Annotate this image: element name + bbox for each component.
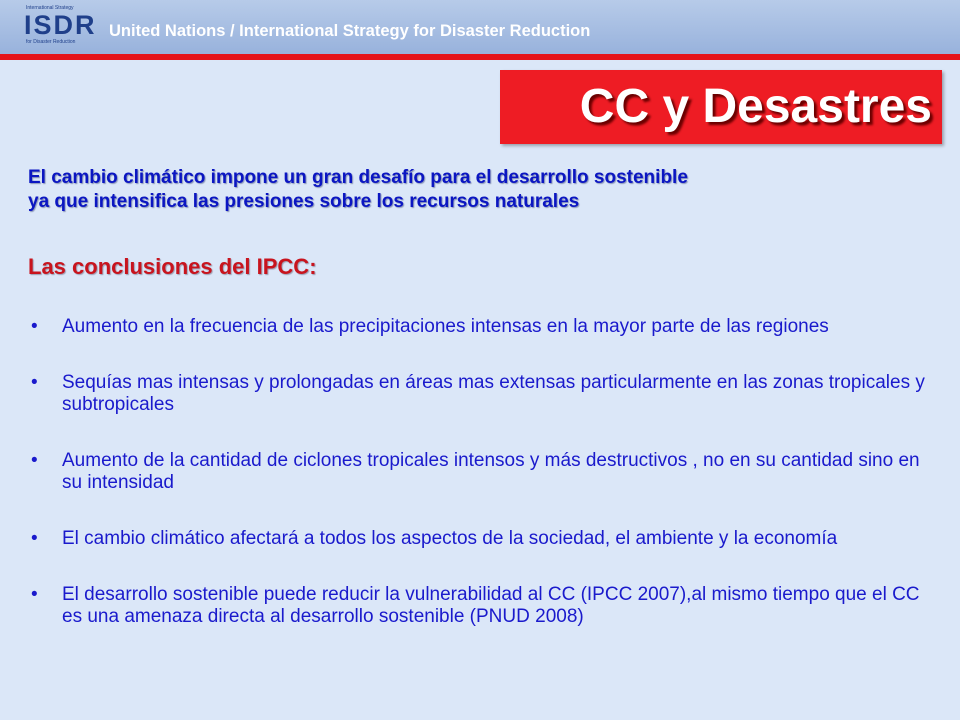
bullet-text: Aumento de la cantidad de ciclones tropicales intensos y más destructivos , no en su cantidad sino en su intensidad (62, 450, 920, 493)
logo-bottom-text: for Disaster Reduction (26, 39, 76, 45)
bullet-text: Aumento en la frecuencia de las precipitaciones intensas en la mayor parte de las regiones (62, 316, 829, 337)
bullet-text: Sequías mas intensas y prolongadas en áreas mas extensas particularmente en las zonas tropicales y subtropicales (62, 372, 925, 415)
bullet-item (28, 450, 928, 494)
bullet-marker: • (31, 372, 38, 393)
bullet-item (28, 316, 928, 338)
slide-title: CC y Desastres (579, 80, 932, 133)
header-accent-line (0, 54, 960, 60)
bullet-marker: • (31, 450, 38, 471)
slide-title-box (500, 70, 942, 144)
bullet-list (28, 316, 928, 662)
bullet-marker: • (31, 528, 38, 549)
logo-top-text: International Strategy (26, 5, 74, 11)
ipcc-subheading: Las conclusiones del IPCC: (28, 254, 317, 279)
intro-line: ya que intensifica las presiones sobre los recursos naturales (28, 191, 580, 212)
isdr-logo (16, 6, 96, 46)
bullet-item (28, 372, 928, 416)
intro-text (28, 166, 928, 214)
logo-letters: ISDR (24, 10, 97, 40)
bullet-marker: • (31, 584, 38, 605)
bullet-text: El cambio climático afectará a todos los aspectos de la sociedad, el ambiente y la economía (62, 528, 838, 549)
bullet-item (28, 528, 928, 550)
intro-line: El cambio climático impone un gran desafío para el desarrollo sostenible (28, 167, 688, 188)
bullet-item (28, 584, 928, 628)
organization-title: United Nations / International Strategy for Disaster Reduction (109, 22, 591, 40)
bullet-marker: • (31, 316, 38, 337)
bullet-text: El desarrollo sostenible puede reducir la vulnerabilidad al CC (IPCC 2007),al mismo tiempo que el CC es una amenaza directa al desarrollo sostenible (PNUD 2008) (62, 584, 920, 627)
